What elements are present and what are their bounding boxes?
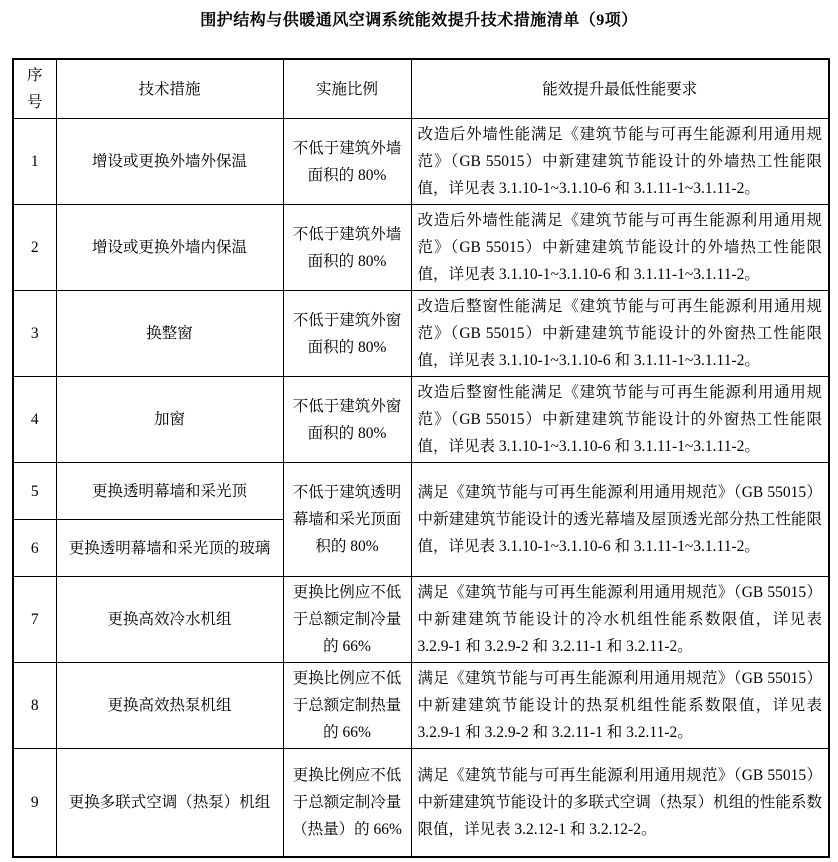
table-row (13, 577, 829, 663)
cell-ratio: 更换比例应不低于总额定制热量的 66% (283, 663, 411, 749)
cell-no: 6 (13, 520, 56, 577)
cell-no: 7 (13, 577, 56, 663)
table-row (13, 205, 829, 291)
table-row (13, 463, 829, 520)
cell-measure: 换整窗 (56, 291, 283, 377)
cell-ratio: 不低于建筑外墙面积的 80% (283, 119, 411, 205)
cell-no: 1 (13, 119, 56, 205)
header-requirement: 能效提升最低性能要求 (411, 59, 829, 119)
cell-requirement: 满足《建筑节能与可再生能源利用通用规范》（GB 55015）中新建建筑节能设计的冷水机组性能系数限值，详见表 3.2.9-1 和 3.2.9-2 和 3.2.11-1 和 3.2.11-2。 (411, 577, 829, 663)
page-title: 围护结构与供暖通风空调系统能效提升技术措施清单（9项） (200, 12, 638, 29)
cell-requirement: 改造后整窗性能满足《建筑节能与可再生能源利用通用规范》（GB 55015）中新建建筑节能设计的外窗热工性能限值，详见表 3.1.10-1~3.1.10-6 和 3.1.11-1~3.1.11-2。 (411, 377, 829, 463)
table-header-row (13, 59, 829, 119)
cell-ratio: 不低于建筑外墙面积的 80% (283, 205, 411, 291)
cell-no: 8 (13, 663, 56, 749)
table-row (13, 377, 829, 463)
measures-table (12, 58, 830, 858)
cell-measure: 更换透明幕墙和采光顶的玻璃 (56, 520, 283, 577)
cell-no: 4 (13, 377, 56, 463)
cell-ratio: 更换比例应不低于总额定制冷量的 66% (283, 577, 411, 663)
cell-measure: 增设或更换外墙内保温 (56, 205, 283, 291)
header-measure: 技术措施 (56, 59, 283, 119)
cell-measure: 增设或更换外墙外保温 (56, 119, 283, 205)
table-row (13, 119, 829, 205)
cell-requirement: 满足《建筑节能与可再生能源利用通用规范》（GB 55015）中新建建筑节能设计的多联式空调（热泵）机组的性能系数限值，详见表 3.2.12-1 和 3.2.12-2。 (411, 749, 829, 857)
cell-measure: 更换高效热泵机组 (56, 663, 283, 749)
cell-ratio: 不低于建筑外窗面积的 80% (283, 377, 411, 463)
cell-measure: 加窗 (56, 377, 283, 463)
table-row (13, 663, 829, 749)
cell-measure: 更换多联式空调（热泵）机组 (56, 749, 283, 857)
cell-measure: 更换透明幕墙和采光顶 (56, 463, 283, 520)
header-no-label: 序号 (26, 67, 43, 111)
cell-no: 9 (13, 749, 56, 857)
header-no (13, 59, 56, 119)
cell-measure: 更换高效冷水机组 (56, 577, 283, 663)
cell-requirement: 改造后外墙性能满足《建筑节能与可再生能源利用通用规范》（GB 55015）中新建建筑节能设计的外墙热工性能限值，详见表 3.1.10-1~3.1.10-6 和 3.1.11-1~3.1.11-2。 (411, 119, 829, 205)
cell-ratio: 不低于建筑外窗面积的 80% (283, 291, 411, 377)
cell-requirement-merged: 满足《建筑节能与可再生能源利用通用规范》（GB 55015）中新建建筑节能设计的透光幕墙及屋顶透光部分热工性能限值，详见表 3.1.10-1~3.1.10-6 和 3.1.11-1~3.1.11-2。 (411, 463, 829, 577)
table-row (13, 291, 829, 377)
cell-ratio: 更换比例应不低于总额定制冷量（热量）的 66% (283, 749, 411, 857)
table-row (13, 749, 829, 857)
header-ratio: 实施比例 (283, 59, 411, 119)
cell-requirement: 满足《建筑节能与可再生能源利用通用规范》（GB 55015）中新建建筑节能设计的热泵机组性能系数限值，详见表 3.2.9-1 和 3.2.9-2 和 3.2.11-1 和 3.2.11-2。 (411, 663, 829, 749)
cell-no: 2 (13, 205, 56, 291)
cell-requirement: 改造后整窗性能满足《建筑节能与可再生能源利用通用规范》（GB 55015）中新建建筑节能设计的外窗热工性能限值，详见表 3.1.10-1~3.1.10-6 和 3.1.11-1~3.1.11-2。 (411, 291, 829, 377)
cell-requirement: 改造后外墙性能满足《建筑节能与可再生能源利用通用规范》（GB 55015）中新建建筑节能设计的外墙热工性能限值，详见表 3.1.10-1~3.1.10-6 和 3.1.11-1~3.1.11-2。 (411, 205, 829, 291)
cell-no: 3 (13, 291, 56, 377)
cell-ratio-merged: 不低于建筑透明幕墙和采光顶面积的 80% (283, 463, 411, 577)
cell-no: 5 (13, 463, 56, 520)
